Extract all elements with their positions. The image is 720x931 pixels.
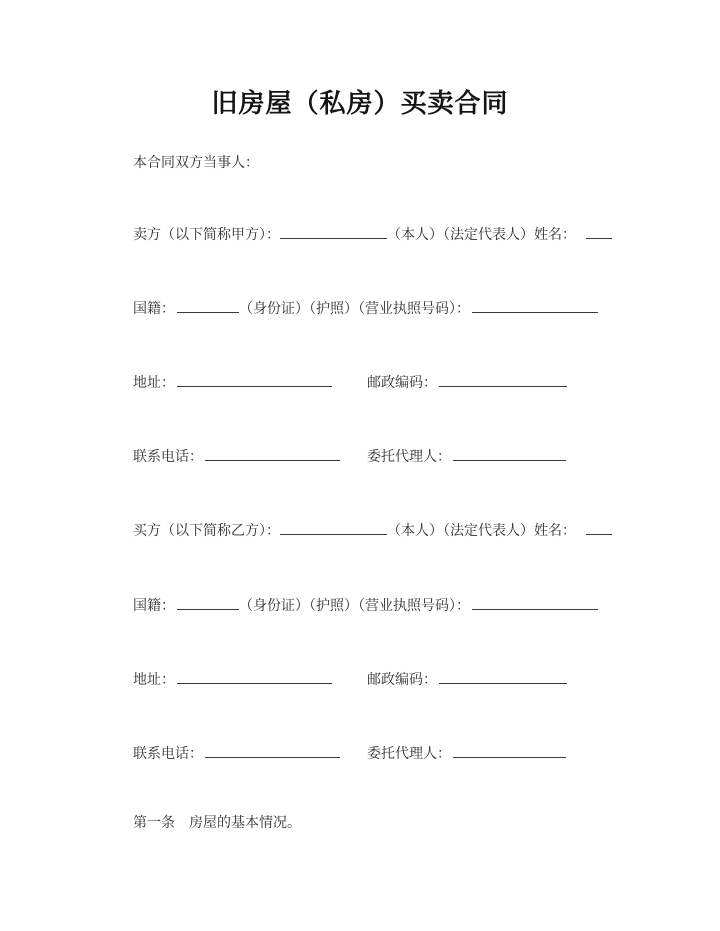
seller-nationality-label: 国籍： xyxy=(133,300,175,316)
buyer-person-suffix-label: （本人）（法定代表人）姓名： xyxy=(387,522,576,538)
seller-address-blank xyxy=(177,372,332,387)
seller-name-blank xyxy=(280,224,387,239)
buyer-id-docs-label: （身份证）（护照）（营业执照号码）： xyxy=(239,597,470,613)
seller-id-docs-label: （身份证）（护照）（营业执照号码）： xyxy=(239,300,470,316)
buyer-phone-blank xyxy=(205,743,340,758)
seller-role-label: 卖方（以下简称甲方）： xyxy=(133,226,280,242)
seller-name-tail-blank xyxy=(586,224,612,239)
buyer-id-number-blank xyxy=(472,595,598,610)
buyer-postcode-blank xyxy=(439,669,567,684)
buyer-postcode-label: 邮政编码： xyxy=(367,671,437,687)
seller-address-label: 地址： xyxy=(133,374,175,390)
buyer-agent-label: 委托代理人： xyxy=(367,745,451,761)
seller-agent-blank xyxy=(453,446,566,461)
seller-postcode-blank xyxy=(439,372,567,387)
buyer-role-label: 买方（以下简称乙方）： xyxy=(133,522,280,538)
seller-person-suffix-label: （本人）（法定代表人）姓名： xyxy=(387,226,576,242)
document-title: 旧房屋（私房）买卖合同 xyxy=(211,88,509,118)
buyer-role-line xyxy=(133,520,612,540)
buyer-nationality-blank xyxy=(177,595,239,610)
seller-phone-blank xyxy=(205,446,340,461)
buyer-address-line xyxy=(133,669,567,689)
buyer-phone-label: 联系电话： xyxy=(133,745,203,761)
buyer-name-tail-blank xyxy=(586,520,612,535)
seller-phone-label: 联系电话： xyxy=(133,448,203,464)
seller-id-number-blank xyxy=(472,298,598,313)
seller-nationality-blank xyxy=(177,298,239,313)
buyer-address-blank xyxy=(177,669,332,684)
buyer-agent-blank xyxy=(453,743,566,758)
article-1-heading: 第一条 房屋的基本情况。 xyxy=(133,814,301,830)
buyer-nationality-line xyxy=(133,595,598,615)
buyer-phone-line xyxy=(133,743,566,763)
seller-address-line xyxy=(133,372,567,392)
buyer-name-blank xyxy=(280,520,387,535)
seller-postcode-label: 邮政编码： xyxy=(367,374,437,390)
seller-phone-line xyxy=(133,446,566,466)
seller-role-line xyxy=(133,224,612,244)
buyer-nationality-label: 国籍： xyxy=(133,597,175,613)
seller-nationality-line xyxy=(133,298,598,318)
intro-line: 本合同双方当事人： xyxy=(133,154,259,170)
buyer-address-label: 地址： xyxy=(133,671,175,687)
seller-agent-label: 委托代理人： xyxy=(367,448,451,464)
